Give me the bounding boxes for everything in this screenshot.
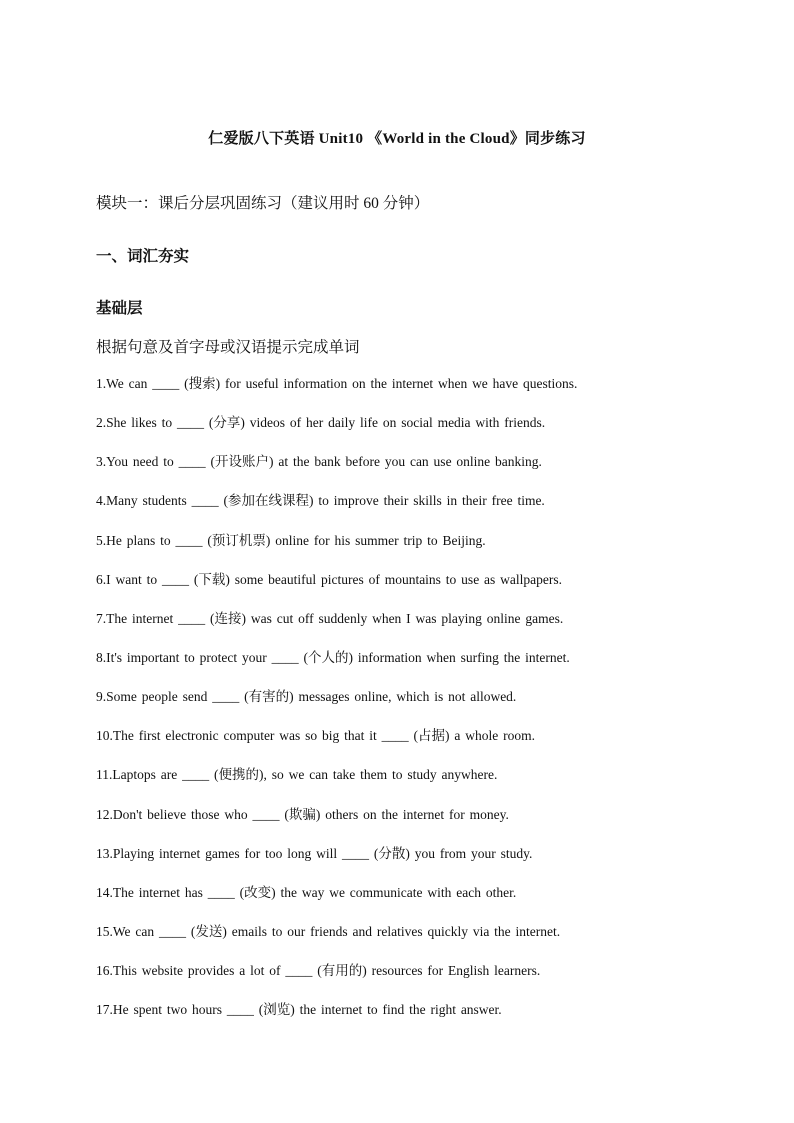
exercise-item: 6.I want to ____ (下载) some beautiful pictures of mountains to use as wallpapers. (96, 571, 563, 587)
exercise-item: 2.She likes to ____ (分享) videos of her daily life on social media with friends. (96, 415, 546, 431)
exercise-item: 9.Some people send ____ (有害的) messages online, which is not allowed. (96, 689, 517, 705)
level-heading: 基础层 (96, 300, 143, 317)
exercise-item: 15.We can ____ (发送) emails to our friends and relatives quickly via the internet. (96, 923, 561, 939)
instruction-text: 根据句意及首字母或汉语提示完成单词 (96, 339, 360, 356)
document-title: 仁爱版八下英语 Unit10 《World in the Cloud》同步练习 (208, 131, 586, 147)
exercise-item: 11.Laptops are ____ (便携的), so we can take them to study anywhere. (96, 767, 498, 783)
exercise-item: 3.You need to ____ (开设账户) at the bank before you can use online banking. (96, 454, 542, 470)
exercise-item: 8.It's important to protect your ____ (个人的) information when surfing the internet. (96, 649, 570, 665)
exercise-item: 12.Don't believe those who ____ (欺骗) others on the internet for money. (96, 806, 509, 822)
module-heading: 模块一：课后分层巩固练习（建议用时 60 分钟） (96, 195, 430, 212)
exercise-item: 10.The first electronic computer was so big that it ____ (占据) a whole room. (96, 728, 536, 744)
exercise-item: 13.Playing internet games for too long will ____ (分散) you from your study. (96, 845, 533, 861)
exercise-list (96, 374, 577, 1039)
exercise-item: 4.Many students ____ (参加在线课程) to improve their skills in their free time. (96, 493, 545, 509)
exercise-item: 1.We can ____ (搜索) for useful information on the internet when we have questions. (96, 376, 578, 391)
exercise-item: 14.The internet has ____ (改变) the way we communicate with each other. (96, 884, 517, 900)
exercise-item: 17.He spent two hours ____ (浏览) the internet to find the right answer. (96, 1002, 502, 1018)
exercise-item: 16.This website provides a lot of ____ (有用的) resources for English learners. (96, 963, 541, 979)
exercise-item: 5.He plans to ____ (预订机票) online for his summer trip to Beijing. (96, 532, 486, 548)
exercise-item: 7.The internet ____ (连接) was cut off suddenly when I was playing online games. (96, 610, 564, 626)
section-heading: 一、词汇夯实 (96, 248, 190, 265)
